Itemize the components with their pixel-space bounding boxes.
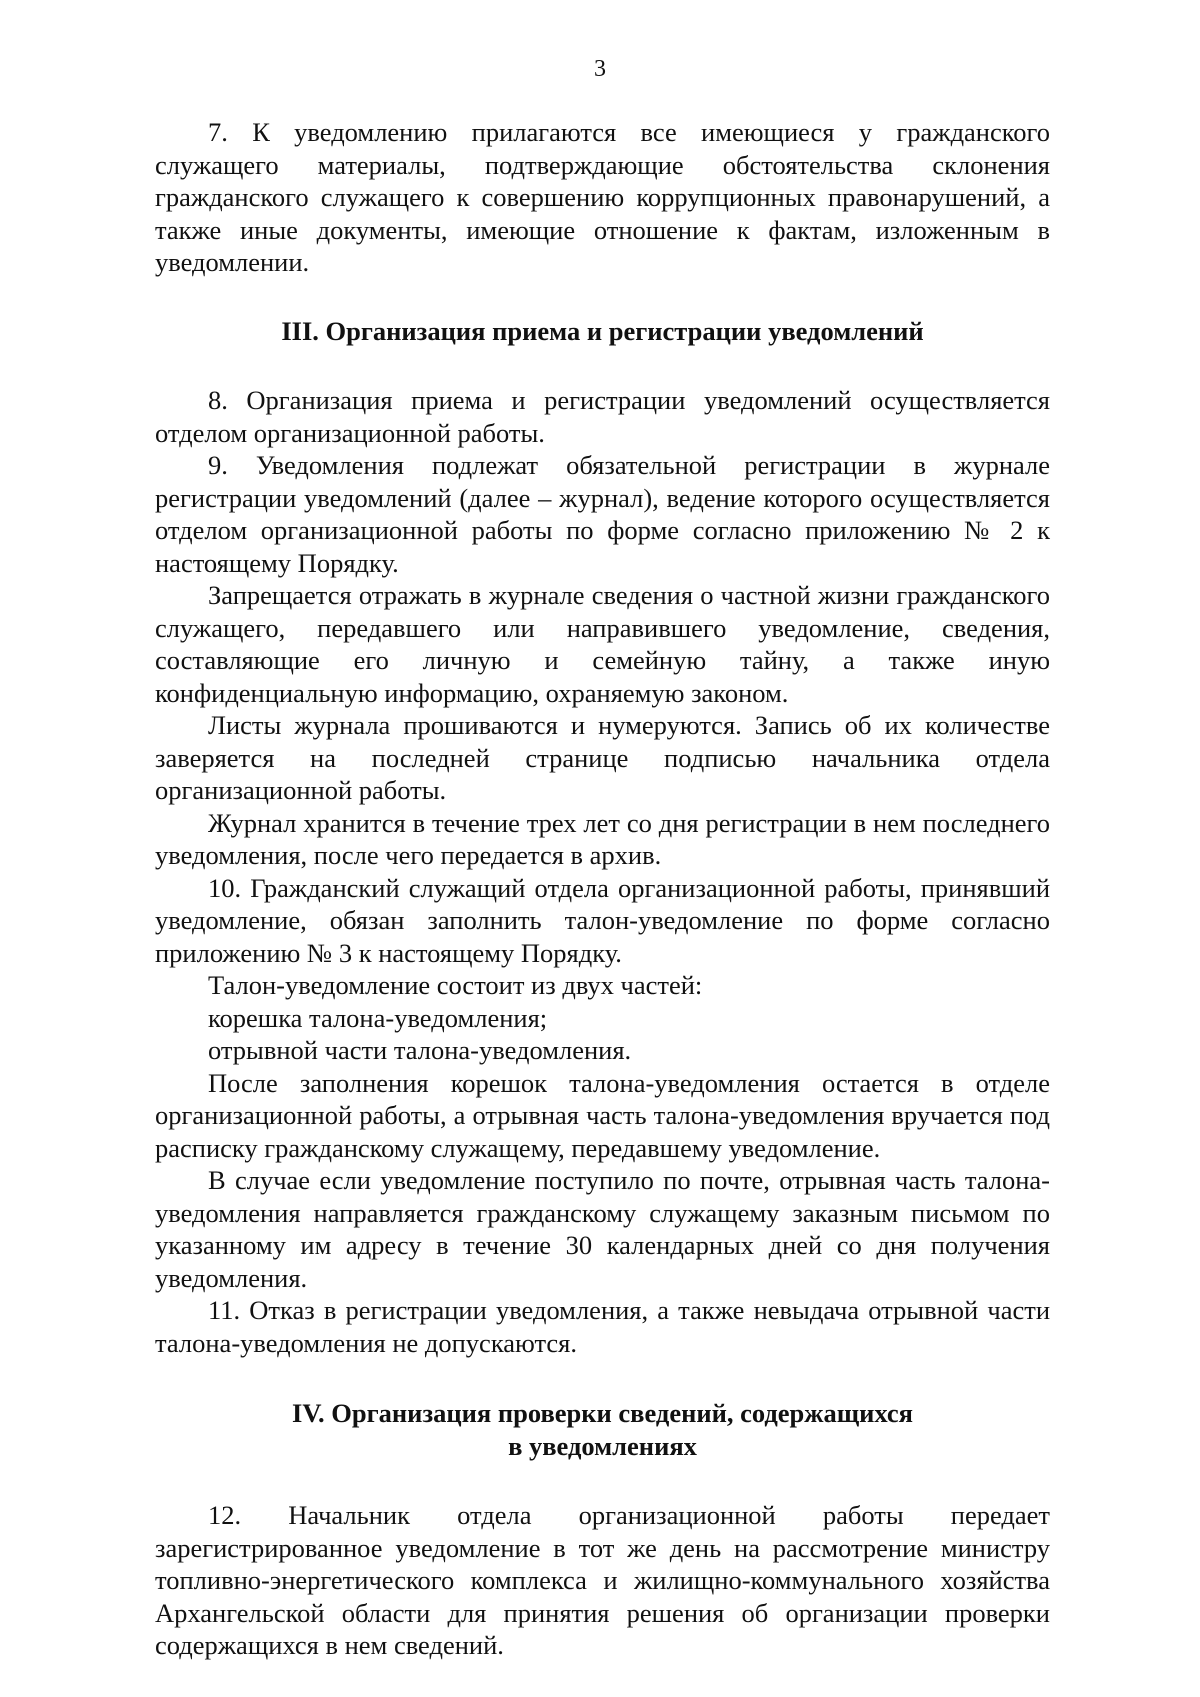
paragraph-talon-tear-off: отрывной части талона-уведомления.	[208, 1035, 632, 1065]
page-number: 3	[594, 56, 606, 82]
section-4-heading-line-2: в уведомлениях	[508, 1430, 697, 1461]
section-3-heading: III. Организация приема и регистрации уведомлений	[281, 315, 924, 346]
document-body	[155, 116, 1050, 1662]
paragraph-journal-sheets: Листы журнала прошиваются и нумеруются. Запись об их количестве заверяется на последней странице подписью начальника отдела организационной работы.	[155, 710, 1050, 805]
paragraph-after-filling: После заполнения корешок талона-уведомления остается в отделе организационной работы, а отрывная часть талона-уведомления вручается под расписку гражданскому служащему, передавшему уведомление.	[155, 1067, 1050, 1163]
paragraph-12: 12. Начальник отдела организационной работы передает зарегистрированное уведомление в тот же день на рассмотрение министру топливно-энергетического комплекса и жилищно-коммунального хозяйства Архангельской области для принятия решения об организации проверки содержащихся в нем сведений.	[155, 1500, 1050, 1660]
paragraph-7: 7. К уведомлению прилагаются все имеющиеся у гражданского служащего материалы, подтверждающие обстоятельства склонения гражданского служащего к совершению коррупционных правонарушений, а также иные документы, имеющие отношение к фактам, изложенным в уведомлении.	[155, 117, 1050, 277]
paragraph-8: 8. Организация приема и регистрации уведомлений осуществляется отделом организационной работы.	[155, 385, 1050, 448]
paragraph-talon-stub: корешка талона-уведомления;	[208, 1002, 548, 1033]
paragraph-10: 10. Гражданский служащий отдела организационной работы, принявший уведомление, обязан заполнить талон-уведомление по форме согласно приложению № 3 к настоящему Порядку.	[155, 872, 1050, 968]
paragraph-privacy: Запрещается отражать в журнале сведения о частной жизни гражданского служащего, передавшего или направившего уведомление, сведения, составляющие его личную и семейную тайну, а также иную конфиденциальную информацию, охраняемую законом.	[155, 580, 1050, 708]
paragraph-11: 11. Отказ в регистрации уведомления, а также невыдача отрывной части талона-уведомления не допускаются.	[155, 1295, 1050, 1358]
section-4-heading-line-1: IV. Организация проверки сведений, содержащихся	[292, 1398, 913, 1428]
paragraph-talon-parts: Талон-уведомление состоит из двух частей:	[208, 970, 703, 1000]
paragraph-by-mail: В случае если уведомление поступило по почте, отрывная часть талона-уведомления направляется гражданскому служащему заказным письмом по указанному им адресу в течение 30 календарных дней со дня получения уведомления.	[155, 1165, 1050, 1293]
paragraph-journal-storage: Журнал хранится в течение трех лет со дня регистрации в нем последнего уведомления, после чего передается в архив.	[155, 807, 1050, 870]
section-4-heading	[155, 1397, 1050, 1462]
paragraph-9: 9. Уведомления подлежат обязательной регистрации в журнале регистрации уведомлений (далее – журнал), ведение которого осуществляется отделом организационной работы по форме согласно приложению № 2 к настоящему Порядку.	[155, 450, 1050, 578]
